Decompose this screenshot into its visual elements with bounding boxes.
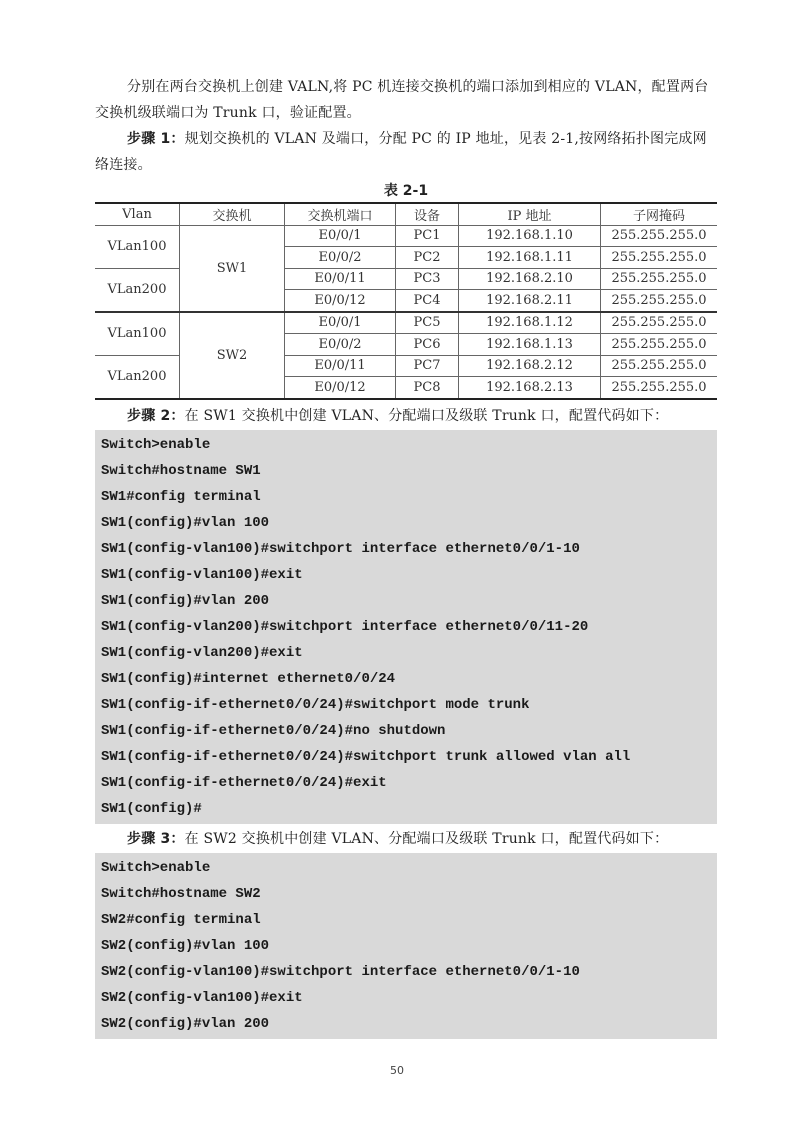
cell-device: PC5 (396, 312, 459, 334)
cell-port: E0/0/2 (285, 334, 396, 356)
cell-port: E0/0/11 (285, 268, 396, 290)
cell-mask: 255.255.255.0 (601, 290, 718, 312)
cell-device: PC4 (396, 290, 459, 312)
table-header-row (95, 203, 717, 225)
header-vlan: Vlan (95, 203, 180, 225)
code-line: SW1(config-vlan200)#switchport interface ethernet0/0/11-20 (101, 619, 589, 635)
step1-text: 规划交换机的 VLAN 及端口，分配 PC 的 IP 地址，见表 2-1,按网络拓扑图完成网络连接。 (95, 131, 707, 173)
cell-port: E0/0/12 (285, 377, 396, 399)
cell-port: E0/0/1 (285, 312, 396, 334)
code-line: SW1(config)#vlan 200 (101, 593, 270, 609)
cell-ip: 192.168.2.12 (459, 355, 601, 377)
cell-mask: 255.255.255.0 (601, 225, 718, 247)
code-line: Switch#hostname SW1 (101, 463, 261, 479)
cell-device: PC7 (396, 355, 459, 377)
cell-device: PC6 (396, 334, 459, 356)
code-block-sw2 (95, 853, 717, 1039)
step3-text: 在 SW2 交换机中创建 VLAN、分配端口及级联 Trunk 口，配置代码如下： (184, 831, 669, 847)
cell-switch: SW2 (180, 312, 285, 399)
cell-vlan: VLan100 (95, 312, 180, 356)
code-line: SW1(config)#vlan 100 (101, 515, 270, 531)
code-line: SW1(config-if-ethernet0/0/24)#exit (101, 775, 387, 791)
cell-port: E0/0/11 (285, 355, 396, 377)
cell-port: E0/0/12 (285, 290, 396, 312)
header-ip: IP 地址 (459, 203, 601, 225)
cell-ip: 192.168.1.12 (459, 312, 601, 334)
cell-device: PC2 (396, 247, 459, 269)
code-block-sw1 (95, 430, 717, 824)
step1-paragraph (95, 126, 717, 178)
cell-mask: 255.255.255.0 (601, 312, 718, 334)
cell-ip: 192.168.1.10 (459, 225, 601, 247)
intro-paragraph (95, 74, 717, 126)
step3-paragraph (95, 826, 717, 852)
code-line: SW1#config terminal (101, 489, 261, 505)
cell-ip: 192.168.1.13 (459, 334, 601, 356)
cell-ip: 192.168.2.10 (459, 268, 601, 290)
header-port: 交换机端口 (285, 203, 396, 225)
cell-vlan: VLan200 (95, 355, 180, 399)
intro-text: 分别在两台交换机上创建 VALN,将 PC 机连接交换机的端口添加到相应的 VLAN，配置两台交换机级联端口为 Trunk 口，验证配置。 (95, 79, 709, 121)
cell-mask: 255.255.255.0 (601, 247, 718, 269)
cell-port: E0/0/1 (285, 225, 396, 247)
code-line: SW1(config-if-ethernet0/0/24)#switchport mode trunk (101, 697, 530, 713)
cell-vlan: VLan200 (95, 268, 180, 312)
cell-ip: 192.168.1.11 (459, 247, 601, 269)
header-mask: 子网掩码 (601, 203, 718, 225)
code-line: SW1(config-vlan100)#exit (101, 567, 303, 583)
code-line: Switch#hostname SW2 (101, 886, 261, 902)
vlan-table (95, 202, 717, 400)
step3-label: 步骤 3： (127, 831, 185, 847)
step2-text: 在 SW1 交换机中创建 VLAN、分配端口及级联 Trunk 口，配置代码如下： (184, 408, 669, 424)
cell-switch: SW1 (180, 225, 285, 312)
code-line: Switch>enable (101, 437, 211, 453)
code-line: SW1(config-if-ethernet0/0/24)#switchport trunk allowed vlan all (101, 749, 631, 765)
cell-port: E0/0/2 (285, 247, 396, 269)
cell-mask: 255.255.255.0 (601, 268, 718, 290)
code-line: SW2#config terminal (101, 912, 261, 928)
code-line: SW1(config)#internet ethernet0/0/24 (101, 671, 396, 687)
table-caption: 表 2-1 (383, 183, 429, 199)
code-line: SW2(config-vlan100)#switchport interface ethernet0/0/1-10 (101, 964, 580, 980)
code-line: SW1(config)# (101, 801, 202, 817)
table-row (95, 225, 717, 247)
cell-ip: 192.168.2.11 (459, 290, 601, 312)
cell-device: PC8 (396, 377, 459, 399)
step2-label: 步骤 2： (127, 408, 185, 424)
code-line: SW1(config-vlan200)#exit (101, 645, 303, 661)
code-line: SW2(config-vlan100)#exit (101, 990, 303, 1006)
code-line: SW1(config-if-ethernet0/0/24)#no shutdown (101, 723, 446, 739)
step2-paragraph (95, 403, 717, 429)
header-device: 设备 (396, 203, 459, 225)
cell-mask: 255.255.255.0 (601, 334, 718, 356)
code-line: SW2(config)#vlan 200 (101, 1016, 270, 1032)
code-line: SW2(config)#vlan 100 (101, 938, 270, 954)
header-switch: 交换机 (180, 203, 285, 225)
cell-mask: 255.255.255.0 (601, 377, 718, 399)
code-line: Switch>enable (101, 860, 211, 876)
code-line: SW1(config-vlan100)#switchport interface ethernet0/0/1-10 (101, 541, 580, 557)
step1-label: 步骤 1： (127, 131, 185, 147)
table-row (95, 312, 717, 334)
cell-device: PC3 (396, 268, 459, 290)
cell-ip: 192.168.2.13 (459, 377, 601, 399)
page-number: 50 (390, 1064, 404, 1077)
cell-mask: 255.255.255.0 (601, 355, 718, 377)
cell-vlan: VLan100 (95, 225, 180, 268)
cell-device: PC1 (396, 225, 459, 247)
